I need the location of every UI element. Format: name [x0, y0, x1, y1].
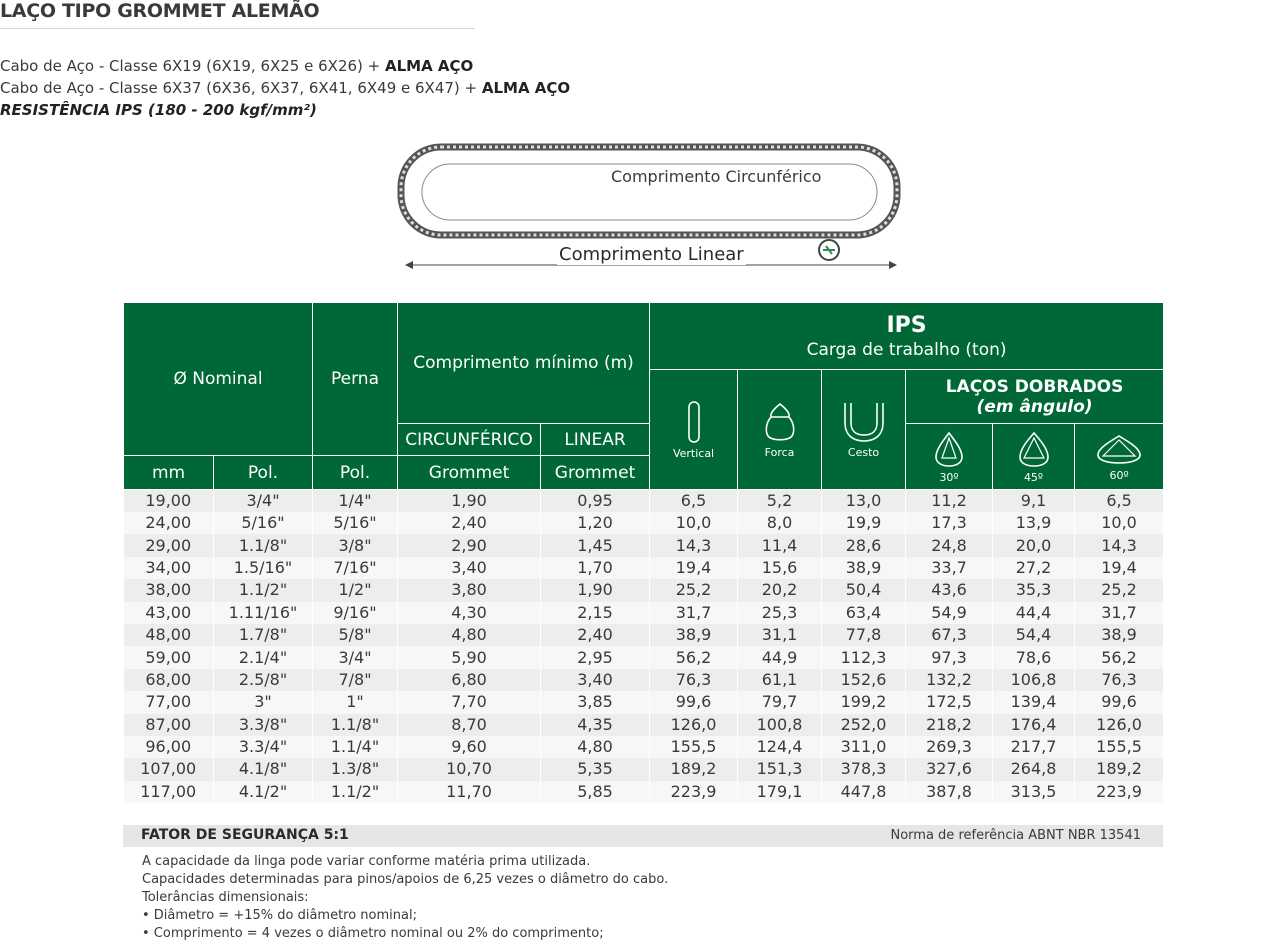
table-cell: 25,2 [1075, 579, 1164, 601]
table-cell: 2.1/4" [214, 646, 313, 668]
table-cell: 5,90 [398, 646, 541, 668]
header-ips [650, 303, 1164, 370]
note-line: A capacidade da linga pode variar conforme matéria prima utilizada. [142, 854, 591, 869]
ips-subtitle: Carga de trabalho (ton) [806, 340, 1007, 360]
table-cell: 3.3/4" [214, 736, 313, 758]
table-cell: 13,0 [822, 490, 906, 513]
table-cell: 2,15 [541, 602, 650, 624]
basket-sling-icon [841, 401, 887, 443]
table-cell: 1/2" [313, 579, 398, 601]
table-cell: 99,6 [1075, 691, 1164, 713]
header-cesto [822, 370, 906, 490]
table-cell: 54,4 [993, 624, 1075, 646]
table-cell: 269,3 [906, 736, 993, 758]
table-cell: 10,0 [650, 512, 738, 534]
header-grommet-circ: Grommet [398, 456, 541, 490]
table-cell: 50,4 [822, 579, 906, 601]
cesto-label: Cesto [847, 445, 880, 459]
table-cell: 217,7 [993, 736, 1075, 758]
table-cell: 31,7 [650, 602, 738, 624]
table-cell: 5,85 [541, 781, 650, 803]
table-cell: 132,2 [906, 669, 993, 691]
table-cell: 3,40 [541, 669, 650, 691]
table-cell: 4,80 [398, 624, 541, 646]
table-cell: 7/8" [313, 669, 398, 691]
page-title: LAÇO TIPO GROMMET ALEMÃO [0, 0, 320, 22]
table-cell: 252,0 [822, 714, 906, 736]
table-cell: 54,9 [906, 602, 993, 624]
table-cell: 264,8 [993, 758, 1075, 780]
cable-specs [0, 55, 570, 121]
table-cell: 5/16" [214, 512, 313, 534]
header-mm: mm [124, 456, 214, 490]
table-cell: 25,2 [650, 579, 738, 601]
table-row [124, 557, 1164, 579]
angle-30-sling-icon [932, 430, 966, 468]
table-cell: 20,0 [993, 534, 1075, 556]
table-cell: 327,6 [906, 758, 993, 780]
table-cell: 28,6 [822, 534, 906, 556]
table-row [124, 579, 1164, 601]
spec-line-2-bold: ALMA AÇO [481, 79, 571, 97]
table-cell: 17,3 [906, 512, 993, 534]
table-cell: 126,0 [650, 714, 738, 736]
table-cell: 4,30 [398, 602, 541, 624]
table-cell: 172,5 [906, 691, 993, 713]
table-cell: 24,00 [124, 512, 214, 534]
table-cell: 38,9 [650, 624, 738, 646]
vertical-sling-icon [687, 400, 701, 444]
table-cell: 11,70 [398, 781, 541, 803]
vertical-label: Vertical [672, 446, 715, 460]
table-cell: 1.1/8" [214, 534, 313, 556]
table-cell: 199,2 [822, 691, 906, 713]
table-row [124, 646, 1164, 668]
table-cell: 1.1/2" [313, 781, 398, 803]
table-cell: 19,9 [822, 512, 906, 534]
table-cell: 97,3 [906, 646, 993, 668]
table-cell: 1,45 [541, 534, 650, 556]
table-cell: 1/4" [313, 490, 398, 513]
table-cell: 0,95 [541, 490, 650, 513]
table-cell: 34,00 [124, 557, 214, 579]
table-cell: 139,4 [993, 691, 1075, 713]
table-body [124, 490, 1164, 804]
table-cell: 2,40 [541, 624, 650, 646]
linear-length-label: Comprimento Linear [559, 244, 744, 265]
table-cell: 43,6 [906, 579, 993, 601]
table-cell: 112,3 [822, 646, 906, 668]
table-cell: 44,4 [993, 602, 1075, 624]
table-cell: 3.3/8" [214, 714, 313, 736]
table-cell: 8,0 [738, 512, 822, 534]
table-cell: 1.1/8" [313, 714, 398, 736]
table-cell: 223,9 [1075, 781, 1164, 803]
table-cell: 4,80 [541, 736, 650, 758]
header-lacos [906, 370, 1164, 424]
table-cell: 61,1 [738, 669, 822, 691]
table-cell: 38,00 [124, 579, 214, 601]
table-cell: 3/8" [313, 534, 398, 556]
ips-title: IPS [886, 313, 927, 338]
table-cell: 1.5/16" [214, 557, 313, 579]
table-cell: 27,2 [993, 557, 1075, 579]
table-cell: 223,9 [650, 781, 738, 803]
note-line: Tolerâncias dimensionais: [142, 890, 309, 905]
table-cell: 387,8 [906, 781, 993, 803]
table-cell: 99,6 [650, 691, 738, 713]
table-cell: 38,9 [1075, 624, 1164, 646]
header-pol-perna: Pol. [313, 456, 398, 490]
note-line: Capacidades determinadas para pinos/apoios de 6,25 vezes o diâmetro do cabo. [142, 872, 669, 887]
table-cell: 63,4 [822, 602, 906, 624]
table-cell: 378,3 [822, 758, 906, 780]
table-cell: 107,00 [124, 758, 214, 780]
notes [142, 853, 668, 943]
spec-line-1 [0, 55, 570, 77]
table-cell: 87,00 [124, 714, 214, 736]
table-cell: 48,00 [124, 624, 214, 646]
capacity-table [123, 302, 1164, 803]
table-cell: 79,7 [738, 691, 822, 713]
table-cell: 31,1 [738, 624, 822, 646]
table-cell: 3,80 [398, 579, 541, 601]
table-cell: 15,6 [738, 557, 822, 579]
table-cell: 8,70 [398, 714, 541, 736]
angle-45-label: 45º [1023, 470, 1044, 484]
note-line: • Diâmetro = +15% do diâmetro nominal; [142, 908, 417, 923]
table-row [124, 534, 1164, 556]
table-row [124, 714, 1164, 736]
lacos-subtitle: (em ângulo) [976, 396, 1093, 417]
table-cell: 2,90 [398, 534, 541, 556]
table-cell: 2,40 [398, 512, 541, 534]
header-linear: LINEAR [541, 424, 650, 456]
table-cell: 1,70 [541, 557, 650, 579]
table-cell: 2,95 [541, 646, 650, 668]
table-cell: 10,0 [1075, 512, 1164, 534]
table-cell: 1.1/2" [214, 579, 313, 601]
table-cell: 59,00 [124, 646, 214, 668]
header-angle-60 [1075, 424, 1164, 490]
table-cell: 313,5 [993, 781, 1075, 803]
table-cell: 19,00 [124, 490, 214, 513]
table-cell: 56,2 [1075, 646, 1164, 668]
footer-bar [123, 825, 1163, 847]
table-cell: 14,3 [650, 534, 738, 556]
table-cell: 1,90 [398, 490, 541, 513]
forca-label: Forca [764, 445, 795, 459]
header-forca [738, 370, 822, 490]
table-cell: 218,2 [906, 714, 993, 736]
table-cell: 6,80 [398, 669, 541, 691]
angle-60-label: 60º [1109, 468, 1129, 482]
table-cell: 78,6 [993, 646, 1075, 668]
table-cell: 1.3/8" [313, 758, 398, 780]
table-cell: 6,5 [650, 490, 738, 513]
header-angle-30 [906, 424, 993, 490]
table-cell: 14,3 [1075, 534, 1164, 556]
table-cell: 19,4 [650, 557, 738, 579]
table-cell: 13,9 [993, 512, 1075, 534]
table-cell: 311,0 [822, 736, 906, 758]
table-cell: 189,2 [1075, 758, 1164, 780]
spec-line-1-bold: ALMA AÇO [384, 57, 474, 75]
table-cell: 9/16" [313, 602, 398, 624]
table-cell: 76,3 [650, 669, 738, 691]
table-cell: 67,3 [906, 624, 993, 646]
table-cell: 77,8 [822, 624, 906, 646]
safety-factor: FATOR DE SEGURANÇA 5:1 [141, 827, 349, 843]
header-angle-45 [993, 424, 1075, 490]
table-cell: 5/16" [313, 512, 398, 534]
spec-line-2-text: Cabo de Aço - Classe 6X37 (6X36, 6X37, 6X41, 6X49 e 6X47) + [0, 79, 482, 97]
header-vertical [650, 370, 738, 490]
table-cell: 7,70 [398, 691, 541, 713]
spec-line-3: RESISTÊNCIA IPS (180 - 200 kgf/mm²) [0, 101, 317, 119]
table-row [124, 781, 1164, 803]
table-cell: 155,5 [650, 736, 738, 758]
table-cell: 3" [214, 691, 313, 713]
angle-30-label: 30º [939, 470, 959, 484]
note-line: • Comprimento = 4 vezes o diâmetro nominal ou 2% do comprimento; [142, 926, 604, 941]
grommet-diagram [395, 140, 915, 275]
table-cell: 176,4 [993, 714, 1075, 736]
table-cell: 7/16" [313, 557, 398, 579]
table-cell: 11,2 [906, 490, 993, 513]
table-cell: 11,4 [738, 534, 822, 556]
table-row [124, 669, 1164, 691]
table-cell: 100,8 [738, 714, 822, 736]
header-comprimento: Comprimento mínimo (m) [398, 303, 650, 424]
table-row [124, 624, 1164, 646]
table-cell: 31,7 [1075, 602, 1164, 624]
table-cell: 3/4" [313, 646, 398, 668]
table-cell: 56,2 [650, 646, 738, 668]
table-cell: 117,00 [124, 781, 214, 803]
table-cell: 3,40 [398, 557, 541, 579]
table-cell: 447,8 [822, 781, 906, 803]
table-cell: 1" [313, 691, 398, 713]
table-cell: 6,5 [1075, 490, 1164, 513]
table-cell: 1,90 [541, 579, 650, 601]
angle-60-sling-icon [1095, 432, 1143, 466]
table-row [124, 736, 1164, 758]
table-cell: 1.7/8" [214, 624, 313, 646]
table-cell: 5,35 [541, 758, 650, 780]
header-perna: Perna [313, 303, 398, 456]
circumferential-length-label: Comprimento Circunférico [611, 167, 822, 186]
table-cell: 126,0 [1075, 714, 1164, 736]
table-cell: 20,2 [738, 579, 822, 601]
lacos-title: LAÇOS DOBRADOS [945, 376, 1124, 397]
table-row [124, 490, 1164, 513]
table-cell: 96,00 [124, 736, 214, 758]
table-cell: 5,2 [738, 490, 822, 513]
header-pol-nominal: Pol. [214, 456, 313, 490]
table-cell: 3,85 [541, 691, 650, 713]
table-cell: 19,4 [1075, 557, 1164, 579]
header-nominal: Ø Nominal [124, 303, 313, 456]
table-cell: 189,2 [650, 758, 738, 780]
table-cell: 77,00 [124, 691, 214, 713]
table-cell: 3/4" [214, 490, 313, 513]
table-cell: 155,5 [1075, 736, 1164, 758]
table-row [124, 602, 1164, 624]
table-cell: 43,00 [124, 602, 214, 624]
table-row [124, 691, 1164, 713]
header-grommet-linear: Grommet [541, 456, 650, 490]
table-cell: 44,9 [738, 646, 822, 668]
table-cell: 4.1/2" [214, 781, 313, 803]
table-cell: 35,3 [993, 579, 1075, 601]
table-cell: 1,20 [541, 512, 650, 534]
table-cell: 29,00 [124, 534, 214, 556]
title-divider [0, 28, 475, 29]
table-cell: 2.5/8" [214, 669, 313, 691]
table-cell: 4,35 [541, 714, 650, 736]
table-cell: 9,1 [993, 490, 1075, 513]
table-cell: 124,4 [738, 736, 822, 758]
choke-sling-icon [762, 401, 798, 443]
table-cell: 5/8" [313, 624, 398, 646]
table-row [124, 758, 1164, 780]
table-cell: 179,1 [738, 781, 822, 803]
table-cell: 106,8 [993, 669, 1075, 691]
spec-line-1-text: Cabo de Aço - Classe 6X19 (6X19, 6X25 e 6X26) + [0, 57, 385, 75]
table-cell: 38,9 [822, 557, 906, 579]
reference-norm: Norma de referência ABNT NBR 13541 [890, 828, 1141, 843]
table-cell: 4.1/8" [214, 758, 313, 780]
table-cell: 24,8 [906, 534, 993, 556]
table-cell: 1.1/4" [313, 736, 398, 758]
table-cell: 10,70 [398, 758, 541, 780]
table-cell: 33,7 [906, 557, 993, 579]
table-cell: 152,6 [822, 669, 906, 691]
header-circunferico: CIRCUNFÉRICO [398, 424, 541, 456]
table-row [124, 512, 1164, 534]
table-cell: 68,00 [124, 669, 214, 691]
angle-45-sling-icon [1017, 430, 1051, 468]
table-cell: 151,3 [738, 758, 822, 780]
table-cell: 76,3 [1075, 669, 1164, 691]
table-cell: 1.11/16" [214, 602, 313, 624]
table-cell: 25,3 [738, 602, 822, 624]
spec-line-2 [0, 77, 570, 99]
table-cell: 9,60 [398, 736, 541, 758]
